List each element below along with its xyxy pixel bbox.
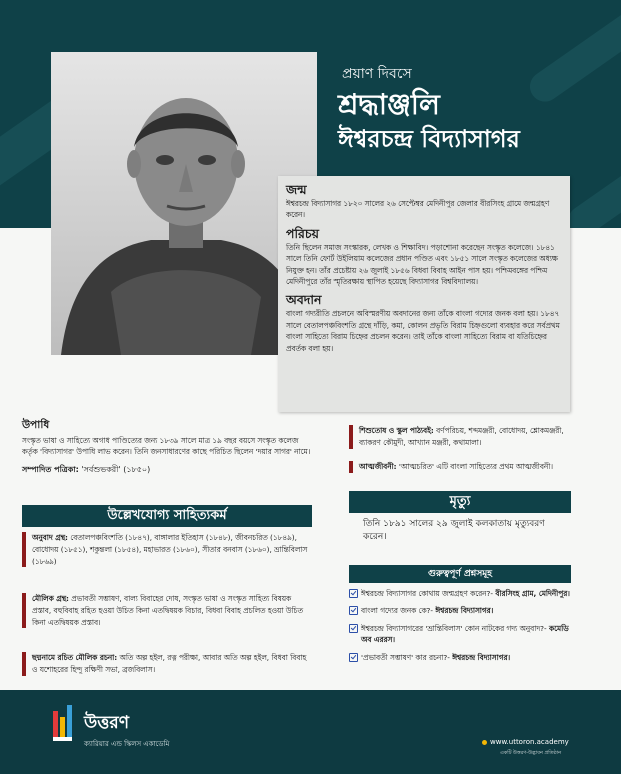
- page-title: শ্রদ্ধাঞ্জলি: [338, 88, 440, 121]
- autobio-label: আত্মজীবনী:: [359, 462, 397, 471]
- contribution-heading: অবদান: [286, 292, 322, 308]
- birth-text: ঈশ্বরচন্দ্র বিদ্যাসাগর ১৮২০ সালের ২৬ সেপ্টেম্বর মেদিনীপুর জেলার বীরসিংহ গ্রামে জন্মগ্রহণ করেন।: [286, 199, 550, 220]
- question-text: 'প্রভাবতী সম্ভাষণ' কার রচনা?-: [361, 652, 450, 662]
- pseudonym-works: [22, 652, 310, 676]
- website-link[interactable]: [482, 738, 569, 746]
- list-item: [349, 652, 571, 663]
- answer-text: ঈশ্বরচন্দ্র বিদ্যাসাগর।: [452, 652, 511, 662]
- checkbox-icon: [349, 589, 358, 598]
- title-heading: উপাধি: [22, 419, 50, 431]
- translated-works: [22, 532, 310, 567]
- question-text: ঈশ্বরচন্দ্র বিদ্যাসাগর কোথায় জন্মগ্রহণ করেন?-: [361, 589, 494, 598]
- autobio-text: 'আত্মচরিত' এটি বাংলা সাহিত্যের প্রথম আত্মজীবনী।: [398, 462, 553, 471]
- checkbox-icon: [349, 624, 358, 633]
- list-item: [349, 605, 571, 616]
- pseudonym-text: অতি অল্প হইল, রত্ন পরীক্ষা, আবার অতি অল্প হইল, বিধবা বিবাহ ও যশোহরের হিন্দু রক্ষিণী সভা, ব্রজবিলাস।: [32, 653, 307, 674]
- info-box: [278, 176, 570, 412]
- pseudonym-label: ছদ্মনামে রচিত মৌলিক রচনা:: [32, 653, 118, 662]
- death-text: তিনি ১৮৯১ সালের ২৯ জুলাই কলকাতায় মৃত্যুবরণ করেন।: [363, 519, 545, 542]
- questions-heading: গুরুত্বপূর্ণ প্রশ্নসমূহ: [349, 565, 571, 583]
- website-text: www.uttoron.academy: [490, 738, 569, 746]
- list-item: [349, 588, 571, 599]
- brand-tagline: ক্যারিয়ার এন্ড স্কিলস একাডেমি: [84, 740, 170, 748]
- children-label: শিশুতোষ ও স্কুল পাঠ্যবই:: [359, 426, 434, 435]
- translated-text: বেতালপঞ্চবিংশতি (১৮৪৭), বাঙ্গালার ইতিহাস (১৮৪৮), জীবনচরিত (১৮৪৯), বোধোদয় (১৮৫১), শকুন্তলা (১৮৫৪), মহাভারত (১৮৬০), সীতার বনবাস (১৮৬০), ভ্রান্তিবিলাস (১৮৬৯): [32, 533, 308, 566]
- journal-value: 'সর্বশুভকরী' (১৮৫০): [81, 464, 151, 474]
- death-heading: মৃত্যু: [349, 491, 571, 513]
- question-text: ঈশ্বরচন্দ্র বিদ্যাসাগরের 'ভ্রান্তিবিলাস' কোন নাটকের গদ্য অনুবাদ?-: [361, 623, 547, 633]
- birth-heading: জন্ম: [286, 182, 307, 197]
- brand-logo-icon: [52, 703, 74, 743]
- checkbox-icon: [349, 606, 358, 615]
- checkbox-icon: [349, 653, 358, 662]
- sub-brand: একটি উত্তরণ-উদ্ভাবন প্রতিষ্ঠান: [500, 750, 562, 756]
- autobiography: [349, 461, 571, 473]
- intro-heading: পরিচয়: [286, 225, 320, 241]
- works-banner: উল্লেখযোগ্য সাহিত্যকর্ম: [22, 505, 312, 527]
- list-item: [349, 623, 571, 646]
- journal-line: [22, 464, 312, 477]
- kicker: প্রয়াণ দিবসে: [342, 66, 412, 82]
- original-text: প্রভাবতী সম্ভাষণ, বাল্য বিবাহের দোষ, সংস্কৃত ভাষা ও সংস্কৃত সাহিত্য বিষয়ক প্রস্তাব, বহুবিবাহ রহিত হওয়া উচিত কিনা এতদ্বিষয়ক বিচার, বিধবা বিবাহ প্রচলিত হওয়া উচিত কিনা এতদ্বিষয়ক প্রস্তাব।: [32, 594, 303, 627]
- questions-list: [349, 588, 571, 669]
- contribution-text: বাংলা গদ্যরীতি প্রচলনে অবিস্মরণীয় অবদানের জন্য তাঁকে বাংলা গদ্যের জনক বলা হয়। ১৮৪৭ সালে বেতালপঞ্চবিংশতি গ্রন্থে দাঁড়ি, কমা, কোলন প্রভৃতি বিরাম চিহ্নগুলো ব্যবহার করে সর্বপ্রথম বাংলা সাহিত্যে বিরাম চিহ্নের প্রচলন করেন। তাই তাঁকে বাংলা সাহিত্যে বিরাম বা যতিচিহ্নের প্রবর্তক বলা হয়।: [286, 309, 560, 353]
- question-text: বাংলা গদ্যের জনক কে?-: [361, 606, 434, 616]
- person-name: ঈশ্বরচন্দ্র বিদ্যাসাগর: [338, 124, 520, 153]
- answer-text: কমেডি অব এররস।: [361, 623, 569, 645]
- intro-text: তিনি ছিলেন সমাজ সংস্কারক, লেখক ও শিক্ষাবিদ। পড়াশোনা করেছেন সংস্কৃত কলেজে। ১৮৪১ সালে তিনি ফোর্ট উইলিয়াম কলেজের প্রধান পণ্ডিত এবং ১৮৫১ সালে সংস্কৃত কলেজের অধ্যক্ষ নিযুক্ত হন। তাঁর প্রচেষ্টায় ২৬ জুলাই ১৮৫৬ বিধবা বিবাহ আইন পাস হয়। পশ্চিমবঙ্গের পশ্চিম মেদিনীপুরে তাঁর স্মৃতিরক্ষায় স্থাপিত হয়েছে বিদ্যাসাগর বিশ্ববিদ্যালয়।: [286, 242, 558, 287]
- answer-text: ঈশ্বরচন্দ্র বিদ্যাসাগর।: [435, 606, 494, 616]
- translated-label: অনুবাদ গ্রন্থ:: [32, 533, 68, 542]
- children-books: [349, 425, 571, 449]
- globe-icon: [482, 740, 487, 745]
- title-section: [22, 418, 312, 477]
- journal-label: সম্পাদিত পত্রিকা:: [22, 464, 79, 474]
- answer-text: বীরসিংহ গ্রাম, মেদিনীপুর।: [495, 589, 570, 598]
- original-label: মৌলিক গ্রন্থ:: [32, 594, 69, 603]
- children-text: বর্ণপরিচয়, শব্দমঞ্জরী, বোধোদয়, শ্লোকমঞ্জরী, ব্যাকরণ কৌমুদী, আখ্যান মঞ্জরী, কথামালা।: [359, 426, 564, 447]
- headline: [338, 62, 598, 154]
- title-text: সংস্কৃত ভাষা ও সাহিত্যে অগাধ পাণ্ডিত্যের জন্য ১৮৩৯ সালে মাত্র ১৯ বছর বয়সে সংস্কৃত কলেজ কর্তৃক 'বিদ্যাসাগর' উপাধি লাভ করেন। তিনি জনসাধারণের কাছে পরিচিত ছিলেন 'দয়ার সাগর' নামে।: [22, 436, 311, 457]
- brand-name: উত্তরণ: [84, 713, 130, 733]
- original-works: [22, 593, 310, 628]
